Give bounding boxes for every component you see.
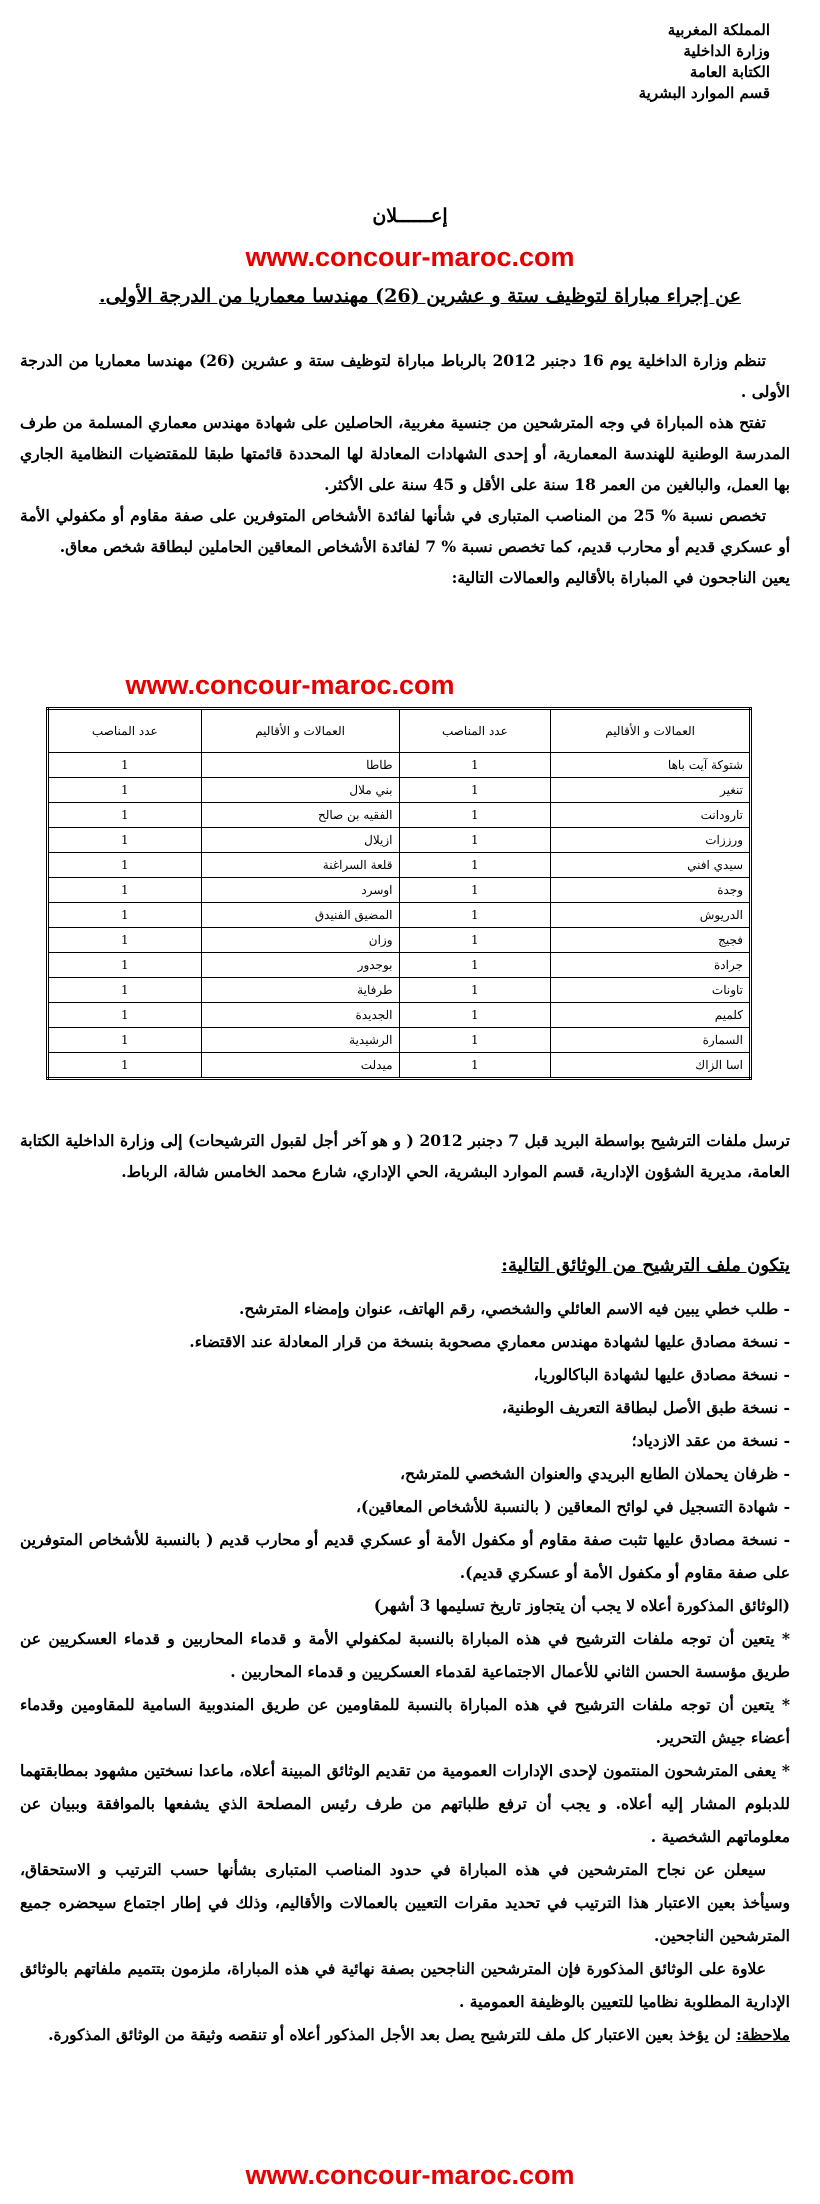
table-row xyxy=(48,903,751,928)
table-cell-count: 1 xyxy=(48,828,202,853)
intro-paragraph-date: تنظم وزارة الداخلية يوم 16 دجنبر 2012 بالرباط مباراة لتوظيف ستة و عشرين (26) مهندسا معماريا من الدرجة الأولى . xyxy=(20,351,790,401)
list-item: - نسخة مصادق عليها لشهادة الباكالوريا، xyxy=(533,1365,790,1384)
table-row xyxy=(48,1053,751,1079)
list-item: - نسخة مصادق عليها تثبت صفة مقاوم أو مكفول الأمة أو عسكري قديم أو محارب قديم ( بالنسبة للأشخاص المتوفرين على صفة مقاوم أو مكفول الأمة أو عسكري قديم). xyxy=(20,1530,790,1582)
list-item: - طلب خطي يبين فيه الاسم العائلي والشخصي، رقم الهاتف، عنوان وإمضاء المترشح. xyxy=(239,1299,790,1318)
header-line-secretariat: الكتابة العامة xyxy=(689,63,770,81)
table-header-count: عدد المناصب xyxy=(48,709,202,753)
submission-paragraph: ترسل ملفات الترشيح بواسطة البريد قبل 7 دجنبر 2012 ( و هو آخر أجل لقبول الترشيحات) إلى وزارة الداخلية الكتابة العامة، مديرية الشؤون الإدارية، قسم الموارد البشرية، الحي الإداري، شارع محمد الخامس شالة، الرباط. xyxy=(20,1131,790,1181)
table-row xyxy=(48,753,751,778)
table-row xyxy=(48,803,751,828)
table-cell-region: تارودانت xyxy=(551,803,751,828)
table-header-region: العمالات و الأقاليم xyxy=(201,709,399,753)
list-item: - ظرفان يحملان الطابع البريدي والعنوان الشخصي للمترشح، xyxy=(399,1464,790,1483)
table-cell-count: 1 xyxy=(399,1053,551,1079)
intro-paragraph-eligibility: تفتح هذه المباراة في وجه المترشحين من جنسية مغربية، الحاصلين على شهادة مهندس معماري المسلمة من طرف المدرسة الوطنية للهندسة المعمارية، أو إحدى الشهادات المعادلة لها المحددة قائمتها طبقا للمقتضيات النظامية الجاري بها العمل، والبالغين من العمر 18 سنة على الأقل و 45 سنة على الأكثر. xyxy=(20,413,790,494)
table-cell-count: 1 xyxy=(399,953,551,978)
table-cell-count: 1 xyxy=(48,903,202,928)
table-cell-count: 1 xyxy=(399,903,551,928)
table-cell-region: الرشيدية xyxy=(201,1028,399,1053)
documents-title: يتكون ملف الترشيح من الوثائق التالية: xyxy=(501,1255,790,1276)
list-item: (الوثائق المذكورة أعلاه لا يجب أن يتجاوز تاريخ تسليمها 3 أشهر) xyxy=(373,1596,790,1615)
submission-section xyxy=(20,1125,790,1187)
table-cell-region: سيدي افني xyxy=(551,853,751,878)
table-cell-region: ورززات xyxy=(551,828,751,853)
website-watermark-top: www.concour-maroc.com xyxy=(245,242,575,272)
table-cell-region: شتوكة آيت باها xyxy=(551,753,751,778)
table-cell-count: 1 xyxy=(48,753,202,778)
table-cell-count: 1 xyxy=(399,928,551,953)
table-cell-count: 1 xyxy=(399,828,551,853)
table-cell-count: 1 xyxy=(399,753,551,778)
list-item: - شهادة التسجيل في لوائح المعاقين ( بالنسبة للأشخاص المعاقين)، xyxy=(355,1497,790,1516)
list-item: سيعلن عن نجاح المترشحين في هذه المباراة في حدود المناصب المتبارى بشأنها حسب الترتيب و الاستحقاق، وسيأخذ بعين الاعتبار هذا الترتيب في تحديد مقرات التعيين بالعمالات والأقاليم، وذلك في إطار اجتماع سيحضره جميع المترشحين الناجحين. xyxy=(20,1860,790,1945)
table-row xyxy=(48,778,751,803)
intro-paragraph-quotas: تخصص نسبة % 25 من المناصب المتبارى في شأنها لفائدة الأشخاص المتوفرين على صفة مقاوم أو مكفولي الأمة أو عسكري قديم أو محارب قديم، كما تخصص نسبة % 7 لفائدة الأشخاص المعاقين الحاملين لبطاقة شخص معاق. xyxy=(20,506,790,556)
note-text: لن يؤخذ بعين الاعتبار كل ملف للترشيح يصل بعد الأجل المذكور أعلاه أو تنقصه وثيقة من الوثائق المذكورة. xyxy=(48,2025,737,2044)
table-cell-region: وزان xyxy=(201,928,399,953)
table-cell-region: اسا الزاك xyxy=(551,1053,751,1079)
table-cell-region: طاطا xyxy=(201,753,399,778)
regions-table xyxy=(46,707,752,1080)
table-cell-count: 1 xyxy=(48,878,202,903)
table-cell-region: ازيلال xyxy=(201,828,399,853)
table-cell-region: الجديدة xyxy=(201,1003,399,1028)
table-cell-region: الدريوش xyxy=(551,903,751,928)
announcement-title: إعــــــلان xyxy=(372,205,448,227)
table-cell-count: 1 xyxy=(399,853,551,878)
table-header-region: العمالات و الأقاليم xyxy=(551,709,751,753)
table-header-row xyxy=(48,709,751,753)
table-cell-count: 1 xyxy=(48,778,202,803)
table-cell-region: ميدلت xyxy=(201,1053,399,1079)
note-label: ملاحظة: xyxy=(736,2025,790,2044)
table-cell-region: السمارة xyxy=(551,1028,751,1053)
table-row xyxy=(48,878,751,903)
table-cell-region: المضيق الفنيدق xyxy=(201,903,399,928)
table-row xyxy=(48,1003,751,1028)
table-row xyxy=(48,928,751,953)
table-cell-region: بني ملال xyxy=(201,778,399,803)
table-cell-count: 1 xyxy=(48,853,202,878)
table-cell-count: 1 xyxy=(48,953,202,978)
table-cell-region: قلعة السراغنة xyxy=(201,853,399,878)
website-watermark-middle: www.concour-maroc.com xyxy=(125,670,455,700)
table-row xyxy=(48,853,751,878)
website-watermark-bottom: www.concour-maroc.com xyxy=(245,2160,575,2190)
table-cell-region: الفقيه بن صالح xyxy=(201,803,399,828)
table-cell-count: 1 xyxy=(399,803,551,828)
table-cell-count: 1 xyxy=(399,1003,551,1028)
table-header-count: عدد المناصب xyxy=(399,709,551,753)
note-paragraph xyxy=(20,2018,790,2051)
table-cell-count: 1 xyxy=(48,1053,202,1079)
table-cell-count: 1 xyxy=(48,1028,202,1053)
table-cell-count: 1 xyxy=(399,1028,551,1053)
header-line-ministry: وزارة الداخلية xyxy=(683,42,770,60)
header-line-kingdom: المملكة المغربية xyxy=(667,21,770,39)
table-cell-region: كلميم xyxy=(551,1003,751,1028)
table-row xyxy=(48,828,751,853)
header-line-department: قسم الموارد البشرية xyxy=(638,84,770,102)
table-cell-region: اوسرد xyxy=(201,878,399,903)
announcement-subject: عن إجراء مباراة لتوظيف ستة و عشرين (26) مهندسا معماريا من الدرجة الأولى. xyxy=(99,285,741,307)
table-cell-count: 1 xyxy=(48,928,202,953)
table-row xyxy=(48,1028,751,1053)
table-cell-count: 1 xyxy=(48,1003,202,1028)
table-cell-count: 1 xyxy=(399,878,551,903)
table-cell-count: 1 xyxy=(48,978,202,1003)
list-item: - نسخة مصادق عليها لشهادة مهندس معماري مصحوبة بنسخة من قرار المعادلة عند الاقتضاء. xyxy=(189,1332,790,1351)
ministry-header xyxy=(510,20,770,104)
table-cell-region: طرفاية xyxy=(201,978,399,1003)
documents-list xyxy=(20,1292,790,2051)
table-row xyxy=(48,953,751,978)
table-cell-region: بوجدور xyxy=(201,953,399,978)
intro-section xyxy=(20,345,790,593)
table-cell-region: تاونات xyxy=(551,978,751,1003)
table-body xyxy=(48,753,751,1079)
intro-paragraph-assignment: يعين الناجحون في المباراة بالأقاليم والعمالات التالية: xyxy=(451,568,790,587)
table-cell-count: 1 xyxy=(399,978,551,1003)
table-cell-region: تنغير xyxy=(551,778,751,803)
list-item: * يعفى المترشحون المنتمون لإحدى الإدارات العمومية من تقديم الوثائق المبينة أعلاه، ماعدا نسختين مشهود بمطابقتهما للدبلوم المشار إليه أعلاه. و يجب أن ترفع طلباتهم من طرف رئيس المصلحة الذي يشفعها بالموافقة وببيان عن معلوماتهم الشخصية . xyxy=(20,1761,790,1846)
list-item: * يتعين أن توجه ملفات الترشيح في هذه المباراة بالنسبة لمكفولي الأمة و قدماء المحاربين و قدماء العسكريين عن طريق مؤسسة الحسن الثاني للأعمال الاجتماعية لقدماء العسكريين و قدماء المحاربين . xyxy=(20,1629,790,1681)
table-cell-region: وجدة xyxy=(551,878,751,903)
table-cell-region: جرادة xyxy=(551,953,751,978)
table-cell-count: 1 xyxy=(48,803,202,828)
table-cell-count: 1 xyxy=(399,778,551,803)
list-item: - نسخة طبق الأصل لبطاقة التعريف الوطنية، xyxy=(502,1398,790,1417)
table-row xyxy=(48,978,751,1003)
list-item: - نسخة من عقد الازدياد؛ xyxy=(631,1431,790,1450)
list-item: * يتعين أن توجه ملفات الترشيح في هذه المباراة بالنسبة للمقاومين عن طريق المندوبية السامية للمقاومين وقدماء أعضاء جيش التحرير. xyxy=(20,1695,790,1747)
list-item: علاوة على الوثائق المذكورة فإن المترشحين الناجحين بصفة نهائية في هذه المباراة، ملزمون بتتميم ملفاتهم بالوثائق الإدارية المطلوبة نظاميا للتعيين بالوظيفة العمومية . xyxy=(20,1959,790,2011)
table-cell-region: فجيج xyxy=(551,928,751,953)
